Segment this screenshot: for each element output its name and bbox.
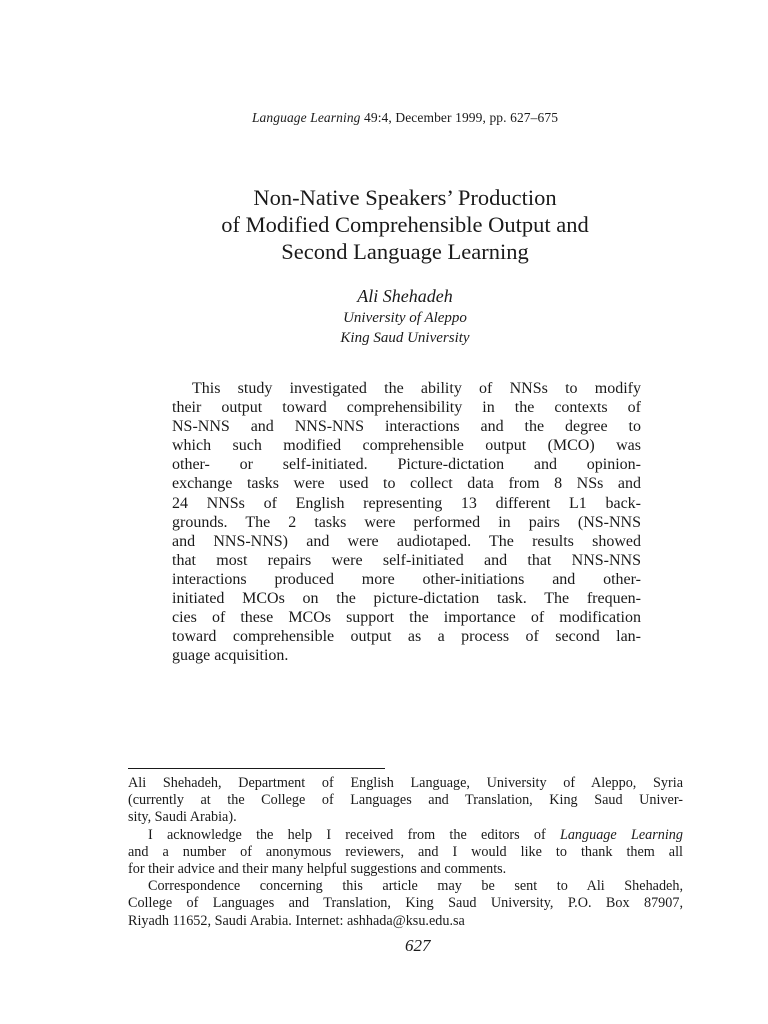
abstract-line: that most repairs were self-initiated and that NNS-NNS: [172, 551, 641, 569]
footnote-line: Ali Shehadeh, Department of English Language, University of Aleppo, Syria: [128, 775, 683, 791]
abstract-line: their output toward comprehensibility in the contexts of: [172, 399, 641, 417]
footnote-line: and a number of anonymous reviewers, and I would like to thank them all: [128, 843, 683, 860]
title-line: Non-Native Speakers’ Production: [253, 185, 557, 210]
journal-citation: 49:4, December 1999, pp. 627–675: [360, 110, 559, 125]
footnote-line: sity, Saudi Arabia).: [128, 809, 237, 826]
abstract-line: interactions produced more other-initiations and other-: [172, 570, 641, 588]
abstract-line: toward comprehensible output as a process of second lan-: [172, 628, 641, 646]
author-block: [205, 284, 605, 348]
page-number: 627: [405, 936, 431, 955]
footnote-divider: [128, 768, 385, 769]
abstract-line: grounds. The 2 tasks were performed in pairs (NS-NNS: [172, 513, 641, 531]
footnote-line: Correspondence concerning this article may be sent to Ali Shehadeh,: [148, 878, 683, 895]
abstract-line: NS-NNS and NNS-NNS interactions and the degree to: [172, 418, 641, 436]
abstract-line: guage acquisition.: [172, 647, 289, 665]
author-affiliation: University of Aleppo: [343, 310, 467, 326]
title-line: Second Language Learning: [281, 239, 529, 264]
abstract-line: and NNS-NNS) and were audiotaped. The results showed: [172, 532, 641, 550]
footnote-line-acknowledgement: [128, 827, 683, 844]
abstract-line: This study investigated the ability of NNSs to modify: [192, 380, 641, 397]
footnote-text: I acknowledge the help I received from the editors of: [148, 826, 560, 843]
footnote-line: for their advice and their many helpful suggestions and comments.: [128, 861, 507, 878]
journal-name-italic: Language Learning: [559, 826, 683, 843]
author-name: Ali Shehadeh: [357, 286, 453, 306]
abstract-line: 24 NNSs of English representing 13 different L1 back-: [172, 494, 641, 512]
abstract-line: which such modified comprehensible output (MCO) was: [172, 437, 641, 455]
journal-name: Language Learning: [251, 110, 361, 125]
abstract-line: initiated MCOs on the picture-dictation task. The frequen-: [172, 590, 641, 608]
abstract-line: other- or self-initiated. Picture-dictation and opinion-: [172, 456, 641, 474]
abstract-line: cies of these MCOs support the importance of modification: [172, 609, 641, 627]
title-line: of Modified Comprehensible Output and: [221, 212, 589, 237]
running-header: [0, 110, 768, 126]
footnote-line-email: Riyadh 11652, Saudi Arabia. Internet: ashhada@ksu.edu.sa: [128, 912, 465, 929]
article-title: [120, 184, 690, 265]
footnote-line: College of Languages and Translation, King Saud University, P.O. Box 87907,: [128, 895, 683, 912]
footnote-line: (currently at the College of Languages and Translation, King Saud Univer-: [128, 792, 683, 809]
abstract: [172, 379, 641, 665]
footnotes: [128, 775, 683, 930]
author-affiliation: King Saud University: [340, 330, 470, 346]
abstract-line: exchange tasks were used to collect data from 8 NSs and: [172, 475, 641, 493]
